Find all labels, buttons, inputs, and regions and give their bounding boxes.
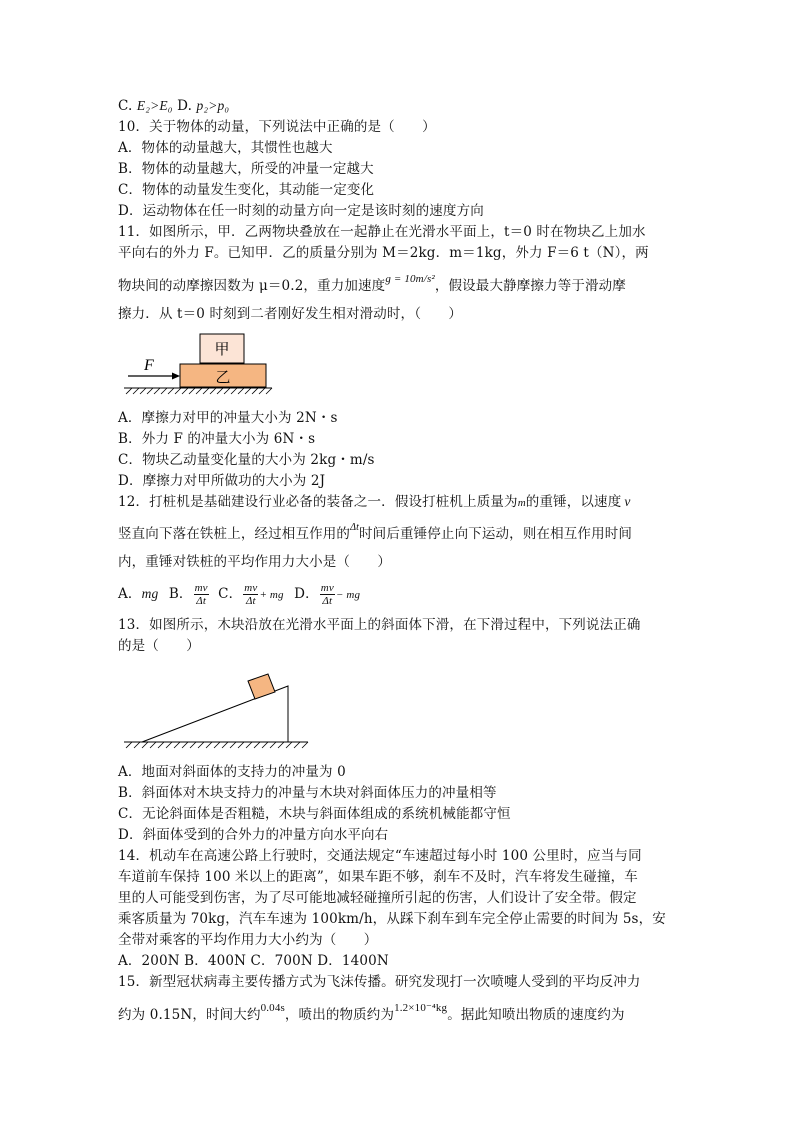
q12-opt-a-label: A． — [118, 586, 142, 602]
q10-option-a: A．物体的动量越大，其惯性也越大 — [118, 140, 333, 156]
q11-option-c: C．物块乙动量变化量的大小为 2kg・m/s — [118, 452, 375, 468]
q14-line2: 车道前车保持 100 米以上的距离”，如果车距不够，刹车不及时，汽车将发生碰撞，车 — [118, 869, 638, 885]
q14-line1: 14．机动车在高速公路上行驶时，交通法规定“车速超过每小时 100 公里时，应当与同 — [118, 848, 642, 864]
q11-line3-b: ，假设最大静摩擦力等于滑动摩 — [434, 278, 626, 294]
q9-options-cd — [118, 96, 688, 116]
q12-opt-a: mg — [141, 586, 159, 601]
q15-line2-b: ，喷出的物质约为 — [284, 1007, 395, 1023]
q15-mass-value: 1.2×10⁻⁴kg — [394, 1002, 448, 1014]
q13-option-a: A．地面对斜面体的支持力的冲量为 0 — [118, 764, 346, 780]
q11-option-b: B．外力 F 的冲量大小为 6N・s — [118, 431, 316, 447]
ground-hatching — [126, 388, 272, 394]
q15-line2 — [118, 1002, 688, 1026]
q13-line1: 13．如图所示，木块沿放在光滑水平面上的斜面体下滑，在下滑过程中，下列说法正确 — [118, 617, 641, 633]
q12-line2-a: 竖直向下落在铁桩上，经过相互作用的 — [118, 526, 351, 542]
q10-stem: 10．关于物体的动量，下列说法中正确的是（ ） — [118, 119, 436, 135]
q11-line4: 擦力．从 t＝0 时刻到二者刚好发生相对滑动时，（ ） — [118, 306, 463, 322]
q9-opt-d-label: D. — [177, 98, 193, 114]
q12-opt-b-label: B． — [168, 586, 193, 602]
q15-line2-c: 。据此知喷出物质的速度约为 — [447, 1007, 625, 1023]
block-jia-label: 甲 — [214, 342, 230, 358]
q11-blocks-figure — [118, 330, 278, 400]
q12-opt-d-label: D． — [294, 586, 319, 602]
q12-opt-b-fraction: $\frac{mv}{\Delta t}$ — [194, 582, 208, 607]
q12-line1-b: 的重锤，以速度 — [525, 494, 622, 510]
q12-line1 — [118, 492, 688, 513]
q9-opt-c-label: C. — [118, 98, 133, 114]
q13-ground-hatching — [126, 742, 308, 748]
q12-opt-d-minus: − mg — [335, 589, 361, 601]
q11-line2: 平向右的外力 F。已知甲．乙的质量分别为 M＝2kg．m＝1kg，外力 F＝6 t（N），两 — [118, 245, 649, 261]
q12-opt-d-fraction: $\frac{mv}{\Delta t}$ — [320, 582, 334, 607]
q12-line3: 内，重锤对铁桩的平均作用力大小是（ ） — [118, 554, 391, 570]
q10-option-b: B．物体的动量越大，所受的冲量一定越大 — [118, 161, 374, 177]
q11-gravity-formula: g = 10m/s² — [385, 273, 435, 285]
q11-option-d: D．摩擦力对甲所做功的大小为 2J — [118, 473, 326, 489]
q14-line3: 里的人可能受到伤害，为了尽可能地减轻碰撞所引起的伤害，人们设计了安全带。假定 — [118, 890, 637, 906]
q15-time-value: 0.04s — [260, 1002, 285, 1014]
q12-options — [118, 578, 688, 610]
q15-line1: 15．新型冠状病毒主要传播方式为飞沫传播。研究发现打一次喷嚏人受到的平均反冲力 — [118, 974, 641, 990]
q11-option-a: A．摩擦力对甲的冲量大小为 2N・s — [118, 410, 338, 426]
force-arrow-head — [172, 373, 180, 380]
q10-option-d: D．运动物体在任一时刻的动量方向一定是该时刻的速度方向 — [118, 203, 484, 219]
q12-velocity-symbol: v — [624, 494, 631, 509]
q10-option-c: C．物体的动量发生变化，其动能一定变化 — [118, 182, 375, 198]
q14-line5: 全带对乘客的平均作用力大小约为（ ） — [118, 932, 378, 948]
q12-line2 — [118, 524, 688, 546]
q13-option-b: B．斜面体对木块支持力的冲量与木块对斜面体压力的冲量相等 — [118, 785, 497, 801]
q11-line3 — [118, 273, 688, 297]
q14-line4: 乘客质量为 70kg，汽车车速为 100km/h，从踩下刹车到车完全停止需要的时间为 5s，安 — [118, 911, 666, 927]
block-yi-label: 乙 — [215, 370, 231, 386]
q13-option-d: D．斜面体受到的合外力的冲量方向水平向右 — [118, 827, 389, 843]
q11-line1: 11．如图所示，甲．乙两物块叠放在一起静止在光滑水平面上，t＝0 时在物块乙上加水 — [118, 224, 646, 240]
q9-opt-c: E₂>E₀ — [136, 98, 173, 113]
q12-opt-c-plus: + mg — [259, 589, 284, 601]
q15-line2-a: 约为 0.15N，时间大约 — [118, 1007, 261, 1023]
q14-options: A．200N B．400N C．700N D．1400N — [118, 953, 389, 969]
q12-line2-b: 时间后重锤停止向下运动，则在相互作用时间 — [359, 526, 633, 542]
q12-opt-c-label: C． — [218, 586, 243, 602]
q12-opt-c-fraction: $\frac{mv}{\Delta t}$ — [244, 582, 258, 607]
q9-opt-d: p₂>p₀ — [196, 98, 230, 113]
force-label: F — [144, 357, 154, 374]
q11-line3-a: 物块间的动摩擦因数为 μ＝0.2，重力加速度 — [118, 278, 386, 294]
q12-delta-t: Δt — [350, 522, 360, 533]
q12-line1-a: 12．打桩机是基础建设行业必备的装备之一．假设打桩机上质量为 — [118, 494, 518, 510]
q13-line2: 的是（ ） — [118, 638, 200, 654]
q13-incline-figure — [118, 668, 314, 750]
q13-option-c: C．无论斜面体是否粗糙，木块与斜面体组成的系统机械能都守恒 — [118, 806, 511, 822]
q12-mass-symbol: m — [517, 497, 526, 509]
